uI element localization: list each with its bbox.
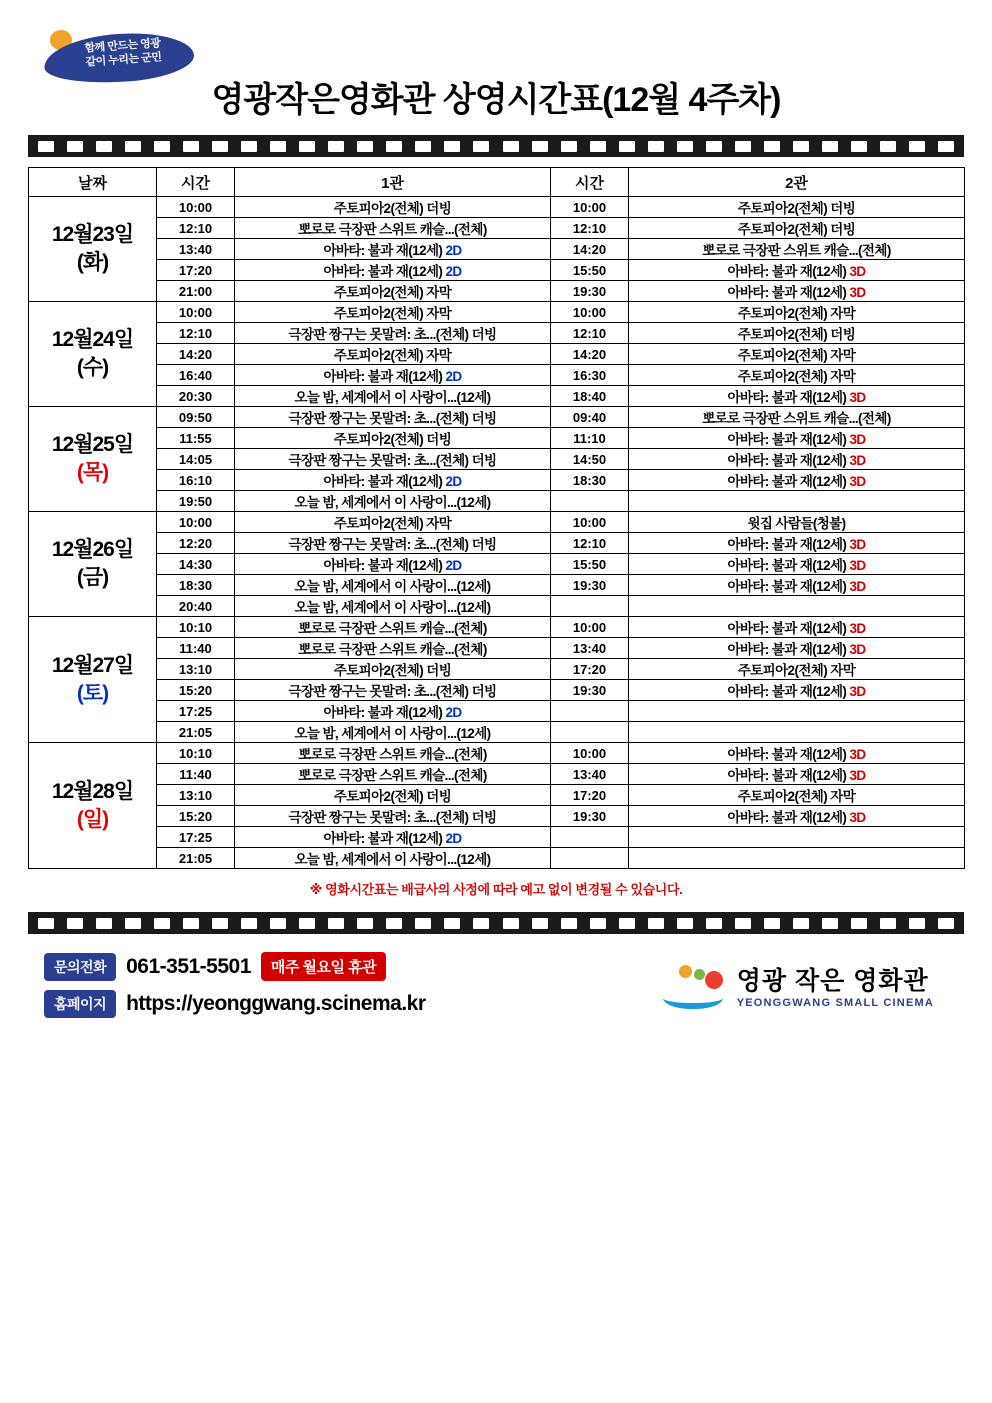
film-hole <box>735 141 751 152</box>
film-hole <box>880 141 896 152</box>
showtime-hall1: 14:30 <box>157 554 235 575</box>
film-title-hall2: 주토피아2(전체) 더빙 <box>629 197 965 218</box>
film-title-hall1: 주토피아2(전체) 자막 <box>235 281 551 302</box>
col-date: 날짜 <box>29 168 157 197</box>
film-hole <box>444 918 460 929</box>
table-row <box>29 491 965 512</box>
film-hole <box>793 918 809 929</box>
film-title-hall2: 아바타: 불과 재(12세) 3D <box>629 533 965 554</box>
film-hole <box>503 918 519 929</box>
film-title-hall2: 아바타: 불과 재(12세) 3D <box>629 281 965 302</box>
showtime-hall2: 14:50 <box>551 449 629 470</box>
showtime-hall2: 19:30 <box>551 680 629 701</box>
film-title-hall1: 주토피아2(전체) 자막 <box>235 512 551 533</box>
table-row <box>29 680 965 701</box>
showtime-hall1: 15:20 <box>157 806 235 827</box>
format-tag: 3D <box>846 453 866 468</box>
film-title-hall2: 주토피아2(전체) 더빙 <box>629 218 965 239</box>
table-row <box>29 197 965 218</box>
film-hole <box>909 141 925 152</box>
film-title-hall2: 아바타: 불과 재(12세) 3D <box>629 764 965 785</box>
film-title-hall1: 아바타: 불과 재(12세) 2D <box>235 239 551 260</box>
closed-day-badge: 매주 월요일 휴관 <box>261 952 386 981</box>
film-title-hall1: 뽀로로 극장판 스위트 캐슬...(전체) <box>235 743 551 764</box>
showtime-hall1: 09:50 <box>157 407 235 428</box>
showtime-hall2: 17:20 <box>551 785 629 806</box>
showtime-hall1: 20:30 <box>157 386 235 407</box>
film-hole <box>357 918 373 929</box>
film-title-hall1: 극장판 짱구는 못말려: 초...(전체) 더빙 <box>235 323 551 344</box>
film-title-hall1: 아바타: 불과 재(12세) 2D <box>235 554 551 575</box>
film-title-hall2 <box>629 848 965 869</box>
showtime-hall1: 10:00 <box>157 302 235 323</box>
day-of-week: (목) <box>76 461 109 484</box>
film-title-hall1: 극장판 짱구는 못말려: 초...(전체) 더빙 <box>235 449 551 470</box>
film-hole <box>67 141 83 152</box>
showtime-hall1: 12:20 <box>157 533 235 554</box>
format-tag: 3D <box>846 642 866 657</box>
phone-label: 문의전화 <box>44 953 116 981</box>
film-title-hall2 <box>629 827 965 848</box>
showtime-hall2: 18:30 <box>551 470 629 491</box>
showtime-hall1: 14:20 <box>157 344 235 365</box>
date-text: 12월28일 <box>51 779 134 803</box>
table-row <box>29 848 965 869</box>
film-title-hall1: 아바타: 불과 재(12세) 2D <box>235 260 551 281</box>
page-title: 영광작은영화관 상영시간표(12월 4주차) <box>211 81 781 119</box>
date-cell <box>29 617 157 743</box>
film-title-hall2: 아바타: 불과 재(12세) 3D <box>629 554 965 575</box>
film-title-hall2 <box>629 596 965 617</box>
film-hole <box>793 141 809 152</box>
format-tag: 2D <box>442 474 462 489</box>
showtime-hall1: 18:30 <box>157 575 235 596</box>
film-hole <box>96 918 112 929</box>
showtime-hall2: 16:30 <box>551 365 629 386</box>
film-title-hall2: 아바타: 불과 재(12세) 3D <box>629 428 965 449</box>
date-cell <box>29 197 157 302</box>
table-header-row <box>29 168 965 197</box>
showtime-hall2: 10:00 <box>551 617 629 638</box>
showtime-hall2: 19:30 <box>551 806 629 827</box>
film-title-hall2 <box>629 491 965 512</box>
film-title-hall1: 주토피아2(전체) 자막 <box>235 344 551 365</box>
table-row <box>29 701 965 722</box>
film-hole <box>706 141 722 152</box>
day-of-week: (금) <box>76 566 109 589</box>
film-title-hall2: 아바타: 불과 재(12세) 3D <box>629 260 965 281</box>
film-title-hall2: 뽀로로 극장판 스위트 캐슬...(전체) <box>629 239 965 260</box>
table-row <box>29 365 965 386</box>
showtime-hall2: 13:40 <box>551 764 629 785</box>
showtime-hall1: 10:10 <box>157 617 235 638</box>
table-row <box>29 659 965 680</box>
table-row <box>29 722 965 743</box>
film-hole <box>386 918 402 929</box>
film-hole <box>357 141 373 152</box>
format-tag: 3D <box>846 747 866 762</box>
film-title-hall2: 주토피아2(전체) 자막 <box>629 785 965 806</box>
format-tag: 2D <box>442 369 462 384</box>
date-cell <box>29 512 157 617</box>
showtime-hall2: 19:30 <box>551 575 629 596</box>
film-title-hall1: 주토피아2(전체) 더빙 <box>235 428 551 449</box>
col-time-hall2: 시간 <box>551 168 629 197</box>
day-of-week: (일) <box>76 807 109 831</box>
showtime-hall2 <box>551 722 629 743</box>
showtime-hall1: 11:55 <box>157 428 235 449</box>
table-row <box>29 260 965 281</box>
film-title-hall1: 오늘 밤, 세계에서 이 사랑이...(12세) <box>235 848 551 869</box>
showtime-hall2: 10:00 <box>551 197 629 218</box>
film-title-hall2: 아바타: 불과 재(12세) 3D <box>629 680 965 701</box>
showtime-hall1: 13:40 <box>157 239 235 260</box>
film-title-hall1: 뽀로로 극장판 스위트 캐슬...(전체) <box>235 617 551 638</box>
film-hole <box>212 918 228 929</box>
film-hole <box>415 918 431 929</box>
showtime-hall1: 10:00 <box>157 197 235 218</box>
film-hole <box>183 918 199 929</box>
table-row <box>29 386 965 407</box>
film-hole <box>270 918 286 929</box>
showtime-hall1: 11:40 <box>157 764 235 785</box>
film-title-hall1: 오늘 밤, 세계에서 이 사랑이...(12세) <box>235 386 551 407</box>
showtime-hall1: 16:10 <box>157 470 235 491</box>
format-tag: 3D <box>846 432 866 447</box>
showtime-hall2: 10:00 <box>551 302 629 323</box>
film-title-hall2: 주토피아2(전체) 자막 <box>629 302 965 323</box>
table-row <box>29 449 965 470</box>
film-hole <box>125 918 141 929</box>
filmstrip-bottom <box>28 912 964 934</box>
film-title-hall1: 뽀로로 극장판 스위트 캐슬...(전체) <box>235 638 551 659</box>
showtime-hall2: 15:50 <box>551 260 629 281</box>
format-tag: 2D <box>442 264 462 279</box>
table-row <box>29 764 965 785</box>
date-cell <box>29 407 157 512</box>
table-row <box>29 470 965 491</box>
contact-block <box>44 952 426 1018</box>
film-hole <box>648 141 664 152</box>
table-row <box>29 281 965 302</box>
showtime-hall1: 12:10 <box>157 323 235 344</box>
film-hole <box>561 918 577 929</box>
county-logo <box>44 26 204 88</box>
film-title-hall2: 아바타: 불과 재(12세) 3D <box>629 806 965 827</box>
showtime-hall2 <box>551 848 629 869</box>
format-tag: 3D <box>846 579 866 594</box>
film-hole <box>532 141 548 152</box>
date-cell <box>29 302 157 407</box>
table-row <box>29 302 965 323</box>
film-title-hall2: 아바타: 불과 재(12세) 3D <box>629 638 965 659</box>
col-hall2: 2관 <box>629 168 965 197</box>
col-time-hall1: 시간 <box>157 168 235 197</box>
showtime-hall2: 12:10 <box>551 533 629 554</box>
showtime-hall1: 13:10 <box>157 659 235 680</box>
showtime-hall1: 15:20 <box>157 680 235 701</box>
film-hole <box>212 141 228 152</box>
showtime-hall1: 11:40 <box>157 638 235 659</box>
film-hole <box>154 141 170 152</box>
brand-name-en: YEONGGWANG SMALL CINEMA <box>736 997 934 1009</box>
website-label: 홈페이지 <box>44 990 116 1018</box>
showtime-hall1: 10:10 <box>157 743 235 764</box>
showtime-hall2: 12:10 <box>551 218 629 239</box>
film-title-hall1: 극장판 짱구는 못말려: 초...(전체) 더빙 <box>235 806 551 827</box>
format-tag: 2D <box>442 243 462 258</box>
film-title-hall2: 주토피아2(전체) 자막 <box>629 344 965 365</box>
film-title-hall1: 뽀로로 극장판 스위트 캐슬...(전체) <box>235 764 551 785</box>
format-tag: 3D <box>846 474 866 489</box>
film-title-hall2: 주토피아2(전체) 자막 <box>629 365 965 386</box>
film-hole <box>473 141 489 152</box>
table-row <box>29 743 965 764</box>
film-title-hall1: 아바타: 불과 재(12세) 2D <box>235 470 551 491</box>
logo-line-1: 함께 만드는 영광 <box>84 37 161 55</box>
table-row <box>29 638 965 659</box>
film-title-hall1: 주토피아2(전체) 더빙 <box>235 785 551 806</box>
film-title-hall2: 주토피아2(전체) 자막 <box>629 659 965 680</box>
format-tag: 3D <box>846 810 866 825</box>
disclaimer-note: ※ 영화시간표는 배급사의 사정에 따라 예고 없이 변경될 수 있습니다. <box>309 882 683 897</box>
film-hole <box>764 918 780 929</box>
film-hole <box>125 141 141 152</box>
film-title-hall2: 아바타: 불과 재(12세) 3D <box>629 575 965 596</box>
showtime-hall1: 21:05 <box>157 848 235 869</box>
film-hole <box>183 141 199 152</box>
showtime-hall2 <box>551 701 629 722</box>
film-title-hall2: 아바타: 불과 재(12세) 3D <box>629 743 965 764</box>
website-url[interactable]: https://yeonggwang.scinema.kr <box>126 992 426 1015</box>
table-row <box>29 785 965 806</box>
film-title-hall1: 극장판 짱구는 못말려: 초...(전체) 더빙 <box>235 533 551 554</box>
film-hole <box>851 918 867 929</box>
showtime-hall2: 09:40 <box>551 407 629 428</box>
film-hole <box>532 918 548 929</box>
film-hole <box>822 141 838 152</box>
film-hole <box>38 918 54 929</box>
film-hole <box>299 918 315 929</box>
cinema-logo-icon <box>661 963 727 1007</box>
film-title-hall1: 아바타: 불과 재(12세) 2D <box>235 827 551 848</box>
film-title-hall1: 오늘 밤, 세계에서 이 사랑이...(12세) <box>235 722 551 743</box>
film-hole <box>735 918 751 929</box>
day-of-week: (토) <box>76 681 109 705</box>
table-row <box>29 617 965 638</box>
film-title-hall1: 극장판 짱구는 못말려: 초...(전체) 더빙 <box>235 680 551 701</box>
table-row <box>29 806 965 827</box>
logo-line-2: 같이 누리는 군민 <box>85 51 162 69</box>
showtime-hall1: 14:05 <box>157 449 235 470</box>
film-hole <box>299 141 315 152</box>
brand-text <box>737 961 934 1009</box>
film-hole <box>590 918 606 929</box>
table-row <box>29 407 965 428</box>
format-tag: 2D <box>442 705 462 720</box>
film-hole <box>328 918 344 929</box>
table-row <box>29 533 965 554</box>
filmstrip-top <box>28 135 964 157</box>
film-title-hall1: 뽀로로 극장판 스위트 캐슬...(전체) <box>235 218 551 239</box>
col-hall1: 1관 <box>235 168 551 197</box>
table-row <box>29 428 965 449</box>
film-hole <box>822 918 838 929</box>
showtime-hall1: 21:05 <box>157 722 235 743</box>
film-title-hall2: 윗집 사람들(청불) <box>629 512 965 533</box>
film-hole <box>415 141 431 152</box>
film-hole <box>590 141 606 152</box>
film-hole <box>938 918 954 929</box>
date-text: 12월26일 <box>51 538 134 561</box>
format-tag: 3D <box>846 537 866 552</box>
showtime-hall2: 12:10 <box>551 323 629 344</box>
film-hole <box>706 918 722 929</box>
footer <box>28 948 964 1018</box>
film-hole <box>619 141 635 152</box>
film-title-hall2 <box>629 701 965 722</box>
film-hole <box>909 918 925 929</box>
format-tag: 3D <box>846 285 866 300</box>
film-hole <box>96 141 112 152</box>
table-row <box>29 323 965 344</box>
film-hole <box>473 918 489 929</box>
showtime-hall2: 11:10 <box>551 428 629 449</box>
showtime-hall1: 21:00 <box>157 281 235 302</box>
film-hole <box>270 141 286 152</box>
logo-orange-dot-icon <box>679 965 692 978</box>
film-hole <box>619 918 635 929</box>
film-hole <box>764 141 780 152</box>
format-tag: 3D <box>846 264 866 279</box>
date-text: 12월25일 <box>51 433 134 456</box>
film-title-hall1: 오늘 밤, 세계에서 이 사랑이...(12세) <box>235 575 551 596</box>
film-title-hall1: 주토피아2(전체) 더빙 <box>235 659 551 680</box>
film-title-hall1: 주토피아2(전체) 자막 <box>235 302 551 323</box>
table-row <box>29 596 965 617</box>
date-text: 12월23일 <box>51 223 134 246</box>
showtime-hall1: 20:40 <box>157 596 235 617</box>
showtime-hall2 <box>551 491 629 512</box>
table-row <box>29 218 965 239</box>
showtime-hall2 <box>551 827 629 848</box>
film-title-hall2: 아바타: 불과 재(12세) 3D <box>629 386 965 407</box>
showtime-hall1: 17:25 <box>157 827 235 848</box>
film-hole <box>67 918 83 929</box>
logo-green-dot-icon <box>694 969 705 980</box>
film-title-hall1: 주토피아2(전체) 더빙 <box>235 197 551 218</box>
showtime-hall1: 17:20 <box>157 260 235 281</box>
film-hole <box>154 918 170 929</box>
showtime-hall2: 17:20 <box>551 659 629 680</box>
film-hole <box>241 141 257 152</box>
day-of-week: (화) <box>76 251 109 274</box>
showtime-hall2: 15:50 <box>551 554 629 575</box>
website-row[interactable] <box>44 990 426 1018</box>
showtime-hall2: 13:40 <box>551 638 629 659</box>
film-hole <box>880 918 896 929</box>
format-tag: 2D <box>442 831 462 846</box>
film-title-hall2 <box>629 722 965 743</box>
format-tag: 2D <box>442 558 462 573</box>
brand-name-ko: 영광 작은 영화관 <box>736 967 929 995</box>
showtime-hall2: 14:20 <box>551 239 629 260</box>
showtime-hall2: 14:20 <box>551 344 629 365</box>
table-row <box>29 554 965 575</box>
table-row <box>29 239 965 260</box>
film-title-hall2: 아바타: 불과 재(12세) 3D <box>629 449 965 470</box>
showtime-hall1: 10:00 <box>157 512 235 533</box>
film-hole <box>851 141 867 152</box>
film-title-hall2: 아바타: 불과 재(12세) 3D <box>629 617 965 638</box>
film-title-hall2: 뽀로로 극장판 스위트 캐슬...(전체) <box>629 407 965 428</box>
format-tag: 3D <box>846 768 866 783</box>
showtime-hall1: 17:25 <box>157 701 235 722</box>
film-hole <box>938 141 954 152</box>
film-hole <box>648 918 664 929</box>
format-tag: 3D <box>846 558 866 573</box>
film-hole <box>328 141 344 152</box>
film-title-hall1: 극장판 짱구는 못말려: 초...(전체) 더빙 <box>235 407 551 428</box>
logo-wave-icon <box>663 985 723 1009</box>
film-hole <box>561 141 577 152</box>
schedule-body <box>29 197 965 869</box>
table-row <box>29 512 965 533</box>
film-title-hall1: 오늘 밤, 세계에서 이 사랑이...(12세) <box>235 596 551 617</box>
format-tag: 3D <box>846 621 866 636</box>
cinema-brand <box>661 961 948 1009</box>
film-title-hall1: 오늘 밤, 세계에서 이 사랑이...(12세) <box>235 491 551 512</box>
showtime-hall2: 18:40 <box>551 386 629 407</box>
table-row <box>29 575 965 596</box>
showtime-hall1: 16:40 <box>157 365 235 386</box>
format-tag: 3D <box>846 390 866 405</box>
film-title-hall1: 아바타: 불과 재(12세) 2D <box>235 701 551 722</box>
date-text: 12월27일 <box>51 653 134 677</box>
day-of-week: (수) <box>76 356 109 379</box>
film-hole <box>444 141 460 152</box>
film-title-hall2: 아바타: 불과 재(12세) 3D <box>629 470 965 491</box>
format-tag: 3D <box>846 684 866 699</box>
date-cell <box>29 743 157 869</box>
film-title-hall2: 주토피아2(전체) 더빙 <box>629 323 965 344</box>
date-text: 12월24일 <box>51 328 134 351</box>
film-title-hall1: 아바타: 불과 재(12세) 2D <box>235 365 551 386</box>
table-row <box>29 344 965 365</box>
film-hole <box>677 141 693 152</box>
table-row <box>29 827 965 848</box>
schedule-table <box>28 167 965 869</box>
phone-number: 061-351-5501 <box>126 954 251 978</box>
showtime-hall1: 19:50 <box>157 491 235 512</box>
phone-row <box>44 952 426 981</box>
film-hole <box>386 141 402 152</box>
film-hole <box>677 918 693 929</box>
showtime-hall2 <box>551 596 629 617</box>
showtime-hall2: 10:00 <box>551 512 629 533</box>
film-hole <box>503 141 519 152</box>
showtime-hall1: 13:10 <box>157 785 235 806</box>
showtime-hall1: 12:10 <box>157 218 235 239</box>
showtime-hall2: 19:30 <box>551 281 629 302</box>
film-hole <box>241 918 257 929</box>
film-hole <box>38 141 54 152</box>
showtime-hall2: 10:00 <box>551 743 629 764</box>
